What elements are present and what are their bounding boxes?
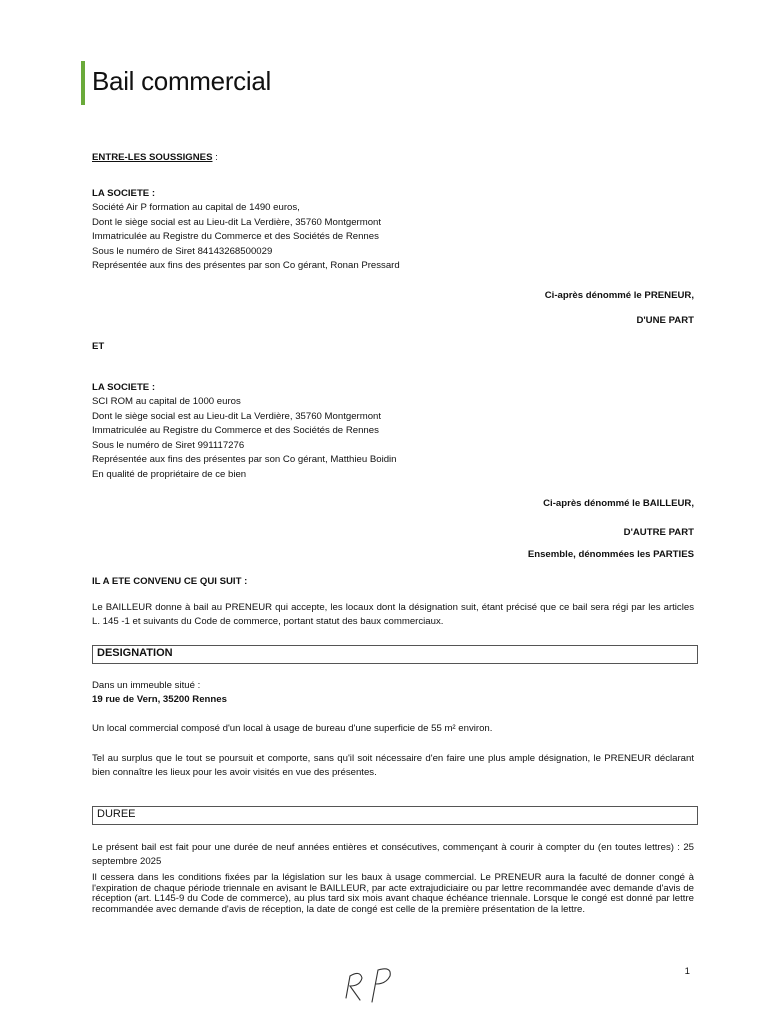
page-number: 1 xyxy=(684,966,690,977)
bailleur-line: En qualité de propriétaire de ce bien xyxy=(92,469,247,480)
document-title: Bail commercial xyxy=(92,66,271,96)
et-label: ET xyxy=(92,341,105,352)
bailleur-line: SCI ROM au capital de 1000 euros xyxy=(92,396,241,407)
preneur-part: D'UNE PART xyxy=(636,315,694,326)
duree-heading: DUREE xyxy=(97,808,136,820)
parties-heading: ENTRE-LES SOUSSIGNES xyxy=(92,152,213,163)
preneur-heading: LA SOCIETE : xyxy=(92,188,156,199)
address: 19 rue de Vern, 35200 Rennes xyxy=(92,694,227,705)
bailleur-line: Dont le siège social est au Lieu-dit La Verdière, 35760 Montgermont xyxy=(92,411,382,422)
bailleur-designation: Ci-après dénommé le BAILLEUR, xyxy=(543,498,694,509)
parties-heading-line xyxy=(92,151,218,165)
surplus-paragraph: Tel au surplus que le tout se poursuit et comporte, sans qu'il soit nécessaire d'en faire une plus ample désignation, le PRENEUR déclarant bien connaître les lieux pour les avoir visités en vue des présentes. xyxy=(92,753,694,779)
duree-section-header xyxy=(92,806,698,825)
preneur-line: Sous le numéro de Siret 84143268500029 xyxy=(92,246,273,257)
preneur-line: Dont le siège social est au Lieu-dit La Verdière, 35760 Montgermont xyxy=(92,217,382,228)
bailleur-line: Sous le numéro de Siret 991117276 xyxy=(92,440,245,451)
bailleur-line: Immatriculée au Registre du Commerce et des Sociétés de Rennes xyxy=(92,425,379,436)
designation-section-header xyxy=(92,645,698,664)
duree-paragraph-2: Il cessera dans les conditions fixées par la législation sur les baux à usage commercial. Le PRENEUR aura la faculté de donner congé à l'expiration de chaque période triennale en avisant le BAILLEUR, par acte extrajudiciaire ou par lettre recommandée avec demande d'avis de réception (art. L145-9 du Code de commerce), au plus tard six mois avant chaque échéance triennale. Lorsque le congé est donné par lettre recommandée avec demande d'avis de réception, la date de congé est celle de la première présentation de la lettre. xyxy=(92,872,694,915)
preneur-line: Société Air P formation au capital de 1490 euros, xyxy=(92,202,300,213)
bailleur-line: Représentée aux fins des présentes par son Co gérant, Matthieu Boidin xyxy=(92,454,397,465)
designation-heading: DESIGNATION xyxy=(97,647,173,659)
local-description: Un local commercial composé d'un local à usage de bureau d'une superficie de 55 m² environ. xyxy=(92,723,493,734)
bailleur-part: D'AUTRE PART xyxy=(623,527,694,538)
convenu-heading: IL A ETE CONVENU CE QUI SUIT : xyxy=(92,576,248,587)
ensemble-parties: Ensemble, dénommées les PARTIES xyxy=(527,549,694,560)
preneur-line: Immatriculée au Registre du Commerce et des Sociétés de Rennes xyxy=(92,231,379,242)
intro-paragraph: Le BAILLEUR donne à bail au PRENEUR qui accepte, les locaux dont la désignation suit, étant précisé que ce bail sera régi par les articles L. 145 -1 et suivants du Code de commerce, portant statut des baux commerciaux. xyxy=(92,602,694,628)
preneur-designation: Ci-après dénommé le PRENEUR, xyxy=(544,290,694,301)
bailleur-heading: LA SOCIETE : xyxy=(92,382,156,393)
title-accent-bar xyxy=(81,61,85,105)
parties-colon: : xyxy=(212,152,218,163)
immeuble-label: Dans un immeuble situé : xyxy=(92,680,201,691)
handwritten-initials-signature xyxy=(338,962,398,1006)
duree-paragraph-1: Le présent bail est fait pour une durée de neuf années entières et consécutives, commençant à courir à compter du (en toutes lettres) : 25 septembre 2025 xyxy=(92,842,694,868)
preneur-line: Représentée aux fins des présentes par son Co gérant, Ronan Pressard xyxy=(92,260,400,271)
